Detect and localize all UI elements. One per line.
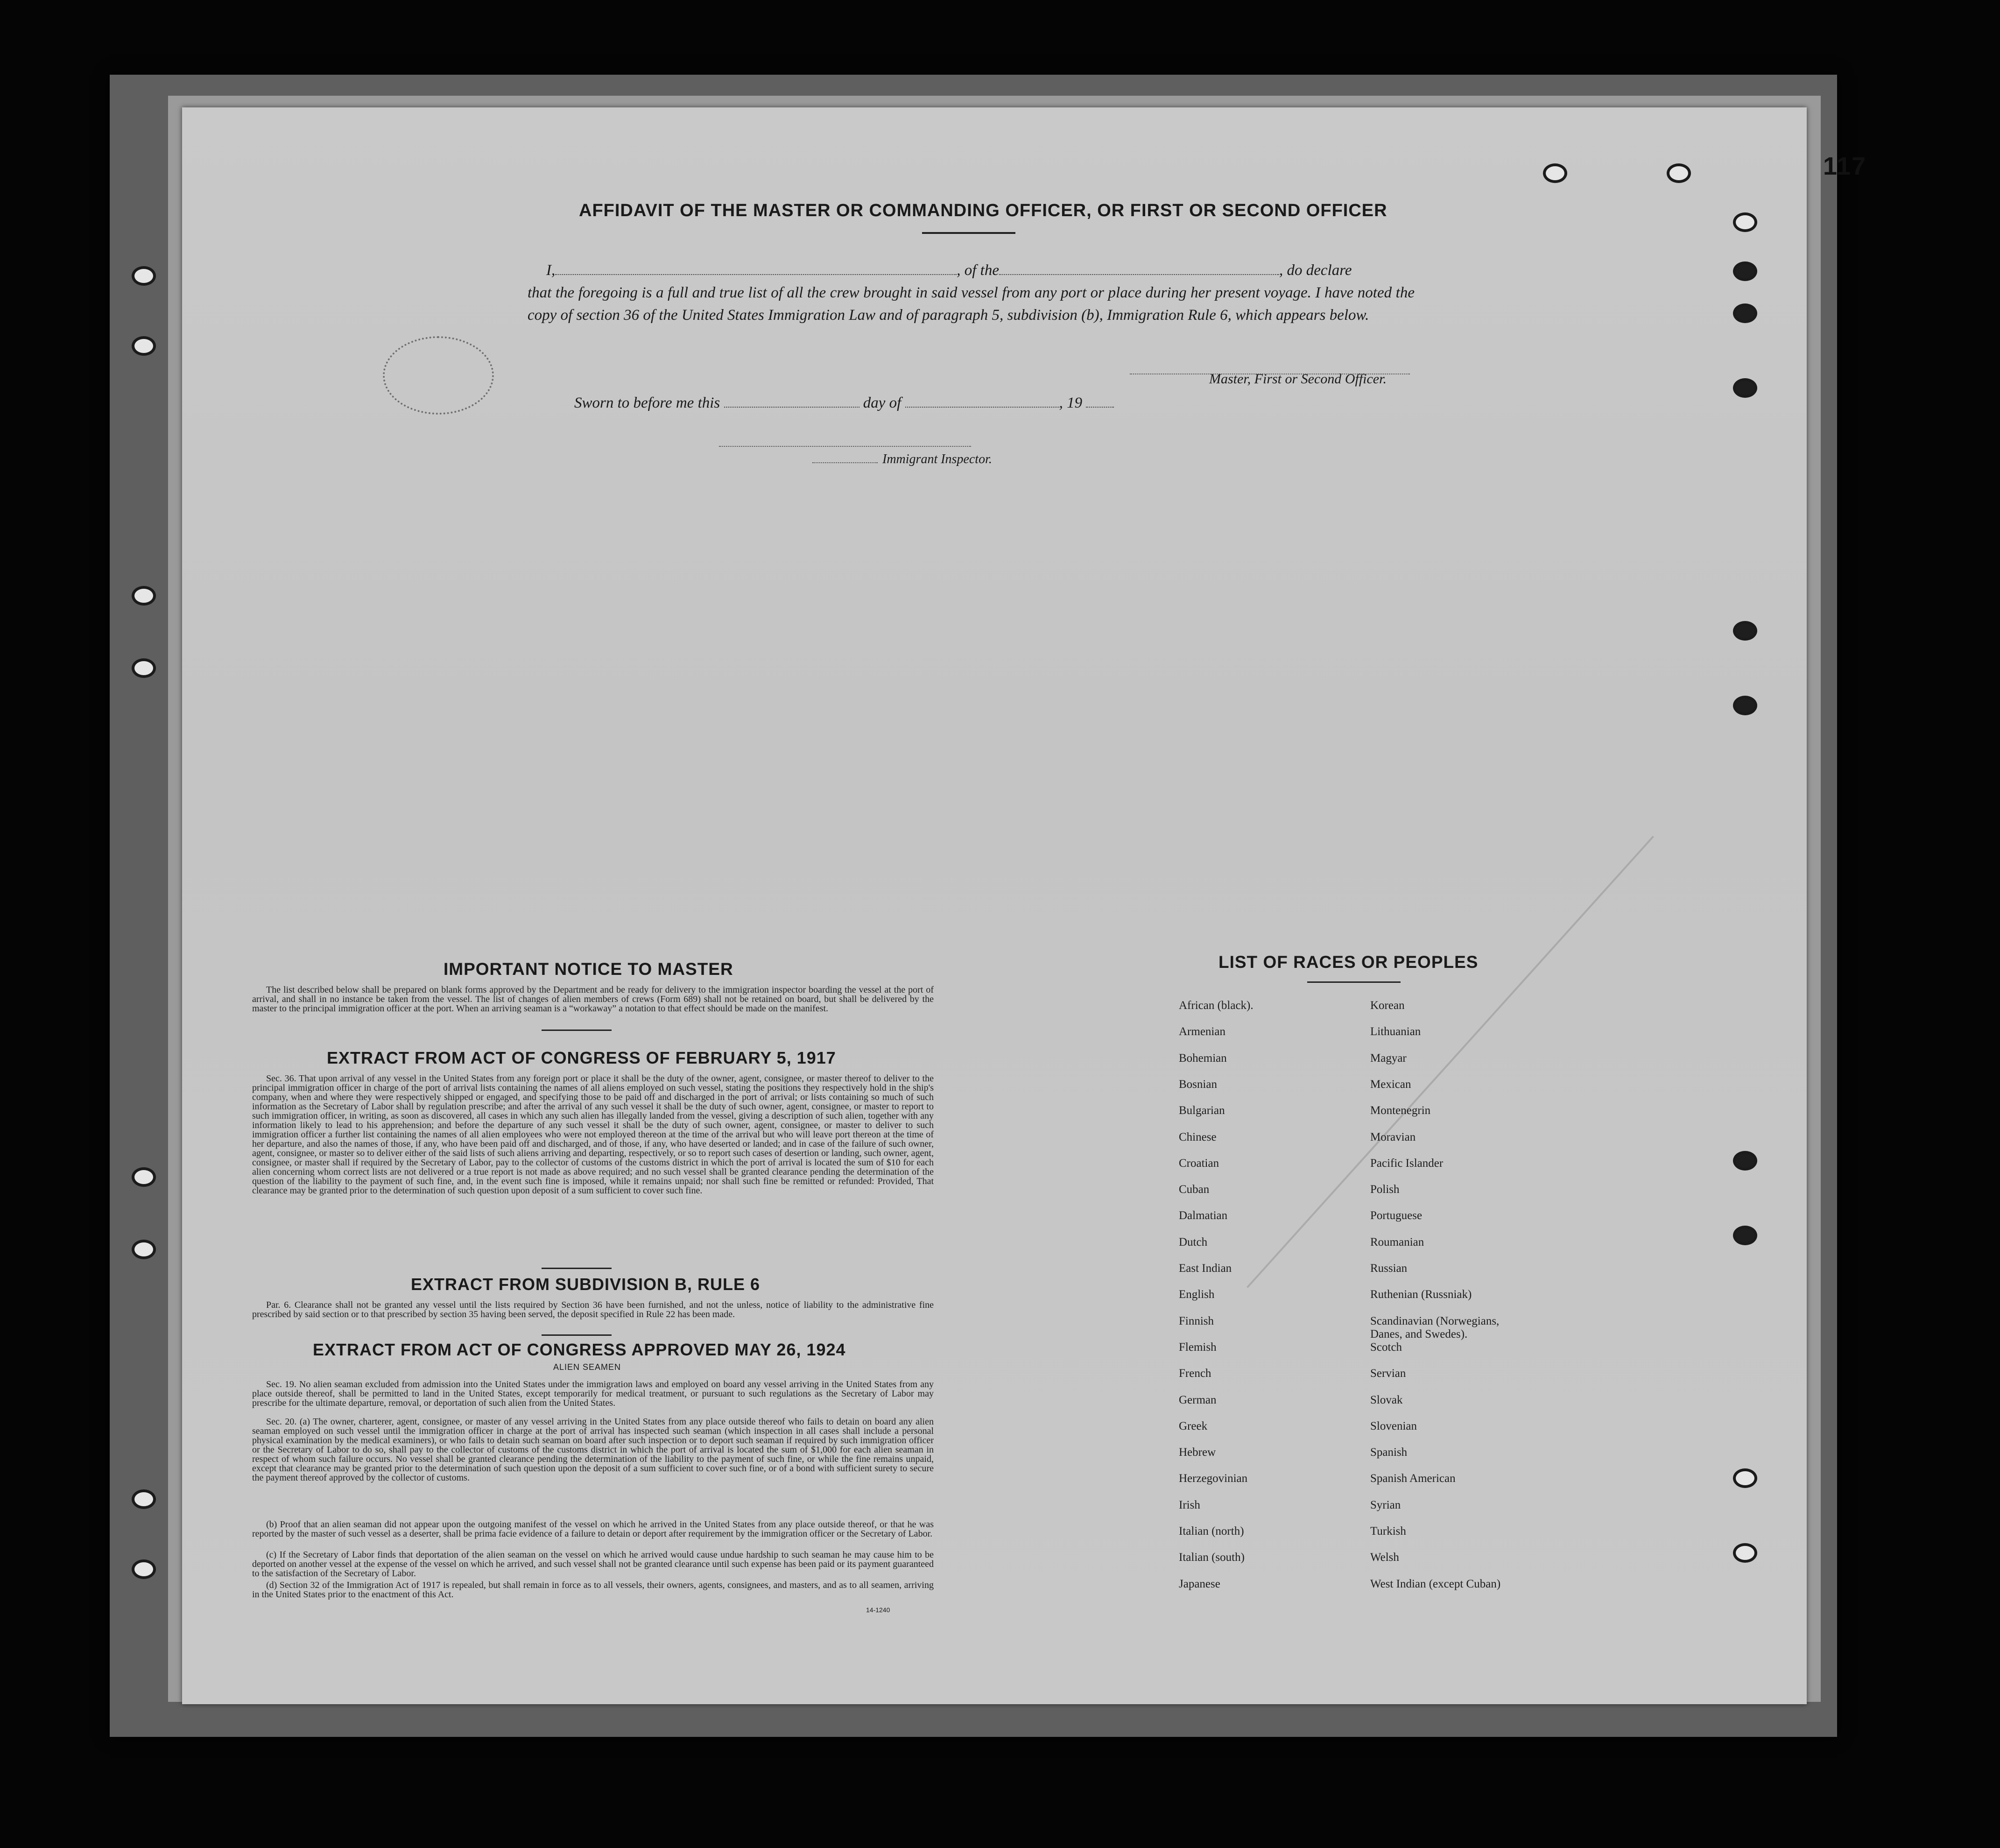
sec-20b-body: (b) Proof that an alien seaman did not appear upon the outgoing manifest of the vessel on which he arrived in the United States from any place outside thereof, or that he was reported by the master of such vessel as a deserter, shall be prima facie evidence of a failure to detain or deport after requirement by the immigration officer or the Secretary of Labor. [252,1519,934,1539]
notice-title: IMPORTANT NOTICE TO MASTER [444,959,733,979]
inspector-signature-label: Immigrant Inspector. [882,452,992,466]
binder-hole-icon [132,336,156,356]
race-row [1179,1104,1562,1130]
race-entry: Pacific Islander [1370,1157,1444,1170]
sec-20a-body: Sec. 20. (a) The owner, charterer, agent, consignee, or master of any vessel arriving in the United States from any place outside thereof who fails to detain on board any alien seaman employed on such vessel until the immigration officer in charge at the port of arrival has inspected such seaman (which inspection in all cases shall include a personal physical examination by the medical examiners), or who fails to detain such seaman on board after such inspection or to deport such seaman if required by such immigration officer or the Secretary of Labor to do so, shall pay to the collector of customs of the customs district in which the port of arrival is located the sum of $1,000 for each alien seaman in respect of whom such failure occurs. No vessel shall be granted clearance pending the determination of the liability to the payment of such fine, or while the fine remains unpaid, except that clearance may be granted prior to the determination of such question upon the deposit of a sum sufficient to cover such fine, or of a bond with sufficient surety to secure the payment thereof approved by the collector of customs. [252,1417,934,1483]
binder-hole-icon [132,658,156,678]
race-entry: Spanish [1370,1446,1408,1459]
race-entry: Bulgarian [1179,1104,1225,1117]
race-row [1179,1157,1562,1183]
binder-hole-icon [1733,1151,1757,1171]
title-rule [922,232,1015,234]
race-entry: Korean [1370,999,1405,1012]
race-row [1179,1341,1562,1367]
declaration-body: that the foregoing is a full and true list of all the crew brought in said vessel from any port or place during her present voyage. I have noted the copy of section 36 of the United States Immigration Law and of paragraph 5, subdivision (b), Immigration Rule 6, which appears below. [528,284,1415,324]
race-entry: French [1179,1367,1211,1380]
race-entry: Croatian [1179,1157,1219,1170]
extract-1924-title: EXTRACT FROM ACT OF CONGRESS APPROVED MAY 26, 1924 [313,1340,846,1359]
race-entry: Syrian [1370,1498,1401,1511]
races-title-rule [1307,981,1401,983]
sworn-day: day of [863,395,901,411]
binder-hole-icon [1733,212,1757,232]
race-entry: Polish [1370,1183,1400,1196]
race-entry: Herzegovinian [1179,1472,1248,1485]
affidavit-declaration [528,259,1415,326]
sec-20c-body: (c) If the Secretary of Labor finds that deportation of the alien seaman on the vessel on which he arrived would cause undue hardship to such seaman he may cause him to be deported on another vessel at the expense of the vessel on which he arrived, and such vessel shall not be granted clearance until such expense has been paid or its payment guaranteed to the satisfaction of the Secretary of Labor. [252,1550,934,1579]
race-entry: Ruthenian (Russniak) [1370,1288,1472,1301]
binder-hole-icon [1733,1468,1757,1488]
binder-hole-icon [1733,261,1757,281]
race-row [1179,1551,1562,1577]
race-entry: Scandinavian (Norwegians, Danes, and Swedes). [1370,1314,1500,1340]
race-entry: Mexican [1370,1078,1411,1091]
race-entry: Irish [1179,1498,1200,1511]
race-entry: East Indian [1179,1262,1232,1275]
race-entry: Cuban [1179,1183,1210,1196]
race-row [1179,1420,1562,1446]
sworn-statement [574,395,1114,412]
race-row [1179,999,1562,1025]
race-row [1179,1472,1562,1498]
race-row [1179,1367,1562,1393]
race-row [1179,1078,1562,1104]
race-entry: Chinese [1179,1130,1217,1143]
race-entry: Armenian [1179,1025,1225,1038]
race-entry: Spanish American [1370,1472,1456,1485]
race-row [1179,1262,1562,1288]
race-entry: Italian (north) [1179,1525,1244,1538]
extract-1917-title: EXTRACT FROM ACT OF CONGRESS OF FEBRUARY 5, 1917 [327,1048,836,1067]
master-signature-label: Master, First or Second Officer. [1209,371,1387,387]
race-row [1179,1288,1562,1314]
binder-hole-icon [132,1167,156,1187]
binder-hole-icon [132,266,156,286]
race-entry: Dutch [1179,1235,1208,1248]
declaration-of-the: , of the [957,262,999,279]
race-entry: Greek [1179,1419,1208,1432]
section-rule [542,1334,612,1336]
binder-hole-icon [132,586,156,606]
races-title: LIST OF RACES OR PEOPLES [1218,952,1479,972]
extract-rule6-title: EXTRACT FROM SUBDIVISION B, RULE 6 [411,1275,761,1294]
affidavit-title: AFFIDAVIT OF THE MASTER OR COMMANDING OFFICER, OR FIRST OR SECOND OFFICER [579,201,1387,220]
race-entry: Scotch [1370,1340,1402,1354]
race-entry: Roumanian [1370,1235,1424,1248]
race-entry: African (black). [1179,999,1254,1012]
sworn-prefix: Sworn to before me this [574,395,720,411]
race-entry: Bosnian [1179,1078,1217,1091]
race-entry: Flemish [1179,1340,1217,1354]
race-row [1179,1446,1562,1472]
sec-19-body: Sec. 19. No alien seaman excluded from admission into the United States under the immigration laws and employed on board any vessel arriving in the United States from any place outside thereof, shall be permitted to land in the United States, except temporarily for medical treatment, or pursuant to such regulations as the Secretary of Labor may prescribe for the ultimate departure, removal, or deportation of such alien from the United States. [252,1379,934,1408]
race-entry: Japanese [1179,1577,1220,1590]
race-entry: Turkish [1370,1525,1406,1538]
race-entry: Montenegrin [1370,1104,1431,1117]
sec-20d-body: (d) Section 32 of the Immigration Act of 1917 is repealed, but shall remain in force as to all vessels, their owners, agents, consignees, and masters, and as to all seamen, arriving in the United States prior to the enactment of this Act. [252,1580,934,1600]
race-row [1179,1525,1562,1551]
folio-number: 117 [1823,152,1867,180]
binder-hole-icon [1733,1226,1757,1245]
race-row [1179,1499,1562,1525]
race-entry: Dalmatian [1179,1209,1228,1222]
race-row [1179,1578,1562,1604]
binder-hole-icon [1543,163,1567,183]
inspector-signature-line [719,446,971,447]
race-entry: Portuguese [1370,1209,1423,1222]
binder-hole-icon [1733,378,1757,398]
race-row [1179,1183,1562,1209]
declaration-i: I, [546,262,556,279]
race-entry: German [1179,1393,1217,1406]
inspector-signature-line [812,462,878,463]
binder-hole-icon [132,1240,156,1259]
race-entry: West Indian (except Cuban) [1370,1577,1501,1590]
binder-hole-icon [132,1559,156,1579]
binder-hole-icon [1733,696,1757,715]
race-row [1179,1131,1562,1157]
race-row [1179,1394,1562,1420]
race-entry: Welsh [1370,1551,1399,1564]
race-row [1179,1236,1562,1262]
race-row [1179,1025,1562,1051]
binder-hole-icon [1733,303,1757,323]
race-entry: English [1179,1288,1215,1301]
binder-hole-icon [1667,163,1691,183]
declaration-do-declare: , do declare [1279,262,1352,279]
extract-rule6-body: Par. 6. Clearance shall not be granted any vessel until the lists required by Section 36 have been furnished, and not the unless, notice of liability to the administrative fine prescribed by said section or to that prescribed by section 35 having been served, the deposit specified in Rule 22 has been made. [252,1300,934,1319]
race-entry: Slovenian [1370,1419,1417,1432]
section-rule [542,1030,612,1031]
section-rule [542,1268,612,1269]
sworn-year: , 19 [1059,395,1083,411]
extract-1917-body: Sec. 36. That upon arrival of any vessel in the United States from any foreign port or place it shall be the duty of the owner, agent, consignee, or master thereof to deliver to the principal immigration officer in charge of the port of arrival lists containing the names of all aliens employed on such vessel, stating the positions they respectively hold in the ship's company, when and where they were respectively shipped or engaged, and specifying those to be paid off and discharged in the port of arrival; or lists containing so much of such information as the Secretary of Labor shall by regulation prescribe; and after the arrival of any such vessel it shall be the duty of such owner, agent, consignee, or master to report to such immigration officer, in writing, as soon as discovered, all cases in which any such alien has illegally landed from the vessel, giving a description of such alien, together with any information likely to lead to his apprehension; and before the departure of any such vessel it shall be the duty of such owner, agent, consignee, or master to deliver to such immigration officer a further list containing the names of all alien employees who were not employed thereon at the time of the arrival but who will leave port thereon at the time of her departure, and also the names of those, if any, who have been paid off and discharged, and of those, if any, who have deserted or landed; and in case of the failure of such owner, agent, consignee, or master so to deliver either of the said lists of such aliens arriving and departing, respectively, or so to report such cases of desertion or landing, such owner, agent, consignee, or master shall if required by the Secretary of Labor, pay to the collector of customs of the customs district in which the port of arrival is located the sum of $10 for each alien concerning whom correct lists are not delivered or a true report is not made as above required; and no such vessel shall be granted clearance pending the determination of the question of the liability to the payment of such fine, and, in the event such fine is imposed, while it remains unpaid; nor shall such fine be remitted or refunded: Provided, That clearance may be granted prior to the determination of such question upon deposit of a sum sufficient to cover such fine. [252,1073,934,1196]
race-entry: Slovak [1370,1393,1403,1406]
notice-body: The list described below shall be prepared on blank forms approved by the Department and be ready for delivery to the immigration inspector boarding the vessel at the port of arrival, and shall in no instance be taken from the vessel. The list of changes of alien members of crews (Form 689) shall not be retained on board, but shall be delivered by the master to the principal immigration officer at the port. When an arriving seaman is a “workaway” a notation to that effect should be made on the manifest. [252,985,934,1014]
race-entry: Hebrew [1179,1446,1216,1459]
extract-1924-subtitle: ALIEN SEAMEN [553,1362,621,1372]
ink-stamp-icon [383,336,494,415]
race-entry: Magyar [1370,1051,1407,1065]
form-number: 14-1240 [866,1606,890,1614]
race-entry: Lithuanian [1370,1025,1421,1038]
race-entry: Servian [1370,1367,1406,1380]
race-entry: Italian (south) [1179,1551,1245,1564]
race-row [1179,1209,1562,1235]
binder-hole-icon [1733,1543,1757,1563]
race-row [1179,1052,1562,1078]
binder-hole-icon [132,1489,156,1509]
binder-hole-icon [1733,621,1757,641]
race-entry: Bohemian [1179,1051,1227,1065]
race-entry: Russian [1370,1262,1408,1275]
race-entry: Finnish [1179,1314,1214,1327]
race-entry: Moravian [1370,1130,1416,1143]
race-row [1179,1315,1562,1341]
